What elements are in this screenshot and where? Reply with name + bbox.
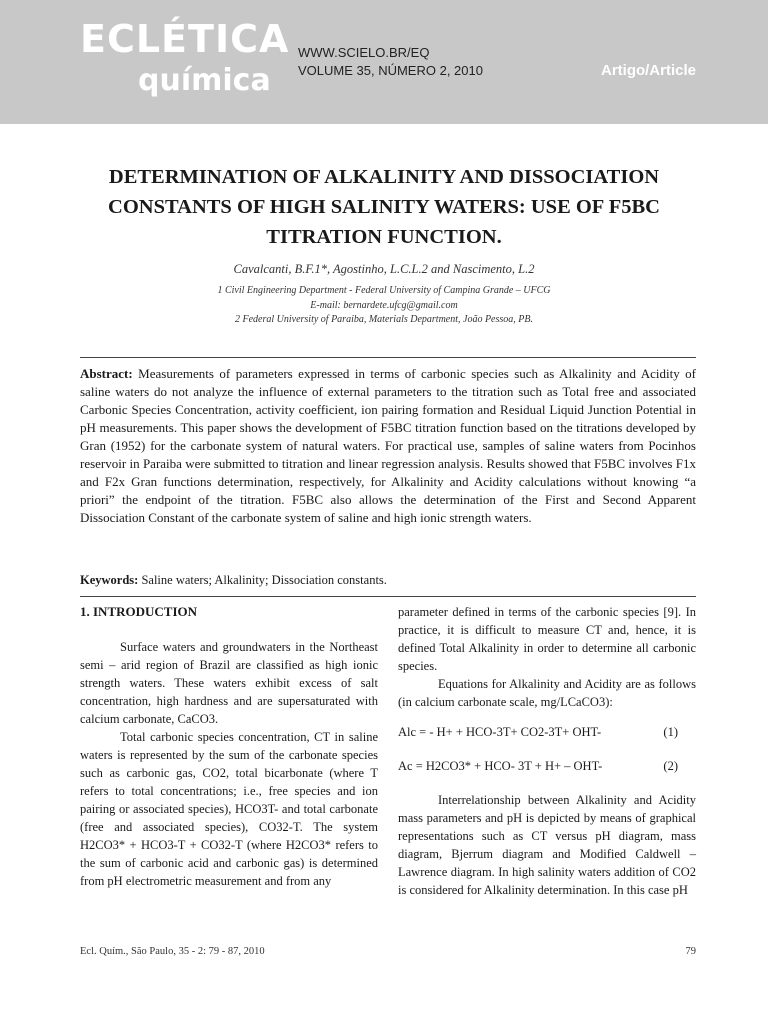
equation-1-number: (1) (663, 725, 678, 739)
left-column (80, 603, 378, 890)
divider-bottom (80, 596, 696, 597)
article-type-tag: Artigo/Article (600, 62, 696, 79)
keywords-text: Saline waters; Alkalinity; Dissociation constants. (141, 573, 387, 587)
right-paragraph-2: Equations for Alkalinity and Acidity are as follows (in calcium carbonate scale, mg/LCaCO3): (398, 677, 696, 709)
equation-2 (398, 757, 696, 775)
affiliation-1-text: 1 Civil Engineering Department - Federal University of Campina Grande – UFCG (217, 285, 551, 296)
section-heading-introduction: 1. INTRODUCTION (80, 604, 198, 619)
right-paragraph-3: Interrelationship between Alkalinity and Acidity mass parameters and pH is depicted by means of graphical representations such as CT versus pH diagram, mass diagram, Bjerrum diagram and Modified Caldwell – Lawrence diagram. In high salinity waters addition of CO2 is considered for Alkalinity determination. In this case pH (398, 793, 696, 897)
abstract (80, 365, 696, 527)
equation-2-text: Ac = H2CO3* + HCO- 3T + H+ – OHT- (398, 759, 603, 773)
equation-1-text: Alc = - H+ + HCO-3T+ CO2-3T+ OHT- (398, 725, 602, 739)
equation-2-number: (2) (663, 759, 678, 773)
journal-logo-bottom: química (138, 63, 271, 98)
journal-url[interactable]: WWW.SCIELO.BR/EQ (298, 45, 430, 60)
right-paragraph-1: parameter defined in terms of the carbonic species [9]. In practice, it is difficult to measure CT and, hence, it is defined Total Alkalinity in order to determine all carbonic species. (398, 605, 696, 673)
paper-title: DETERMINATION OF ALKALINITY AND DISSOCIATION CONSTANTS OF HIGH SALINITY WATERS: USE OF F5BC TITRATION FUNCTION. (108, 166, 660, 248)
intro-paragraph-2: Total carbonic species concentration, CT in saline waters is represented by the sum of the carbonate species such as carbonic gas, CO2, total bicarbonate (where T refers to total concentrations; i.e., free species and ion pairing or associated species), HCO3T- and total carbonate (free and associated species), CO32-T. The system H2CO3* + HCO3-T + CO32-T (where H2CO3* refers to the sum of carbonic acid and carbonic gas) is determined from pH electrometric measurement and from any (80, 730, 378, 888)
abstract-text: Measurements of parameters expressed in terms of carbonic species such as Alkalinity and Acidity of saline waters do not analyze the influence of external parameters to the titration such as Total free and associated Carbonic Species Concentration, activity coefficient, ion pairing formation and Residual Liquid Junction Potential in pH measurements. This paper shows the development of F5BC titration function based on the titrations developed by Gran (1952) for the carbonate system of natural waters. For practical use, samples of saline waters from Pocinhos reservoir in Paraiba were submitted to titration and linear regression analysis. Results showed that F5BC involves F1x and F2x Gran functions determination, respectively, for Alkalinity and Acidity calculations without knowing “a priori” the endpoint of the titration. F5BC also allows the determination of the First and Second Apparent Dissociation Constant of the carbonate system of saline and high ionic strength waters. (80, 366, 696, 525)
affiliation-2: 2 Federal University of Paraiba, Materials Department, João Pessoa, PB. (234, 314, 533, 325)
intro-paragraph-1: Surface waters and groundwaters in the Northeast semi – arid region of Brazil are classified as high ionic strength waters. These waters exhibit excess of salt concentration, high hardness and are supersaturated with calcium carbonate, CaCO3. (80, 640, 378, 726)
author-email[interactable]: E-mail: bernardete.ufcg@gmail.com (310, 300, 458, 311)
journal-volume: VOLUME 35, NÚMERO 2, 2010 (298, 63, 483, 78)
journal-info (298, 44, 483, 80)
author-list: Cavalcanti, B.F.1*, Agostinho, L.C.L.2 and Nascimento, L.2 (233, 262, 535, 276)
journal-logo-top: ECLÉTICA (80, 17, 290, 61)
abstract-label: Abstract: (80, 366, 133, 381)
affiliation-1 (0, 283, 768, 313)
equation-1 (398, 723, 696, 741)
keywords-label: Keywords: (80, 573, 139, 587)
journal-header (0, 0, 768, 124)
divider-top (80, 357, 696, 358)
right-column (398, 603, 696, 899)
footer-citation: Ecl. Quím., São Paulo, 35 - 2: 79 - 87, 2010 (80, 946, 265, 957)
keywords (80, 571, 696, 589)
page-number: 79 (685, 946, 696, 957)
